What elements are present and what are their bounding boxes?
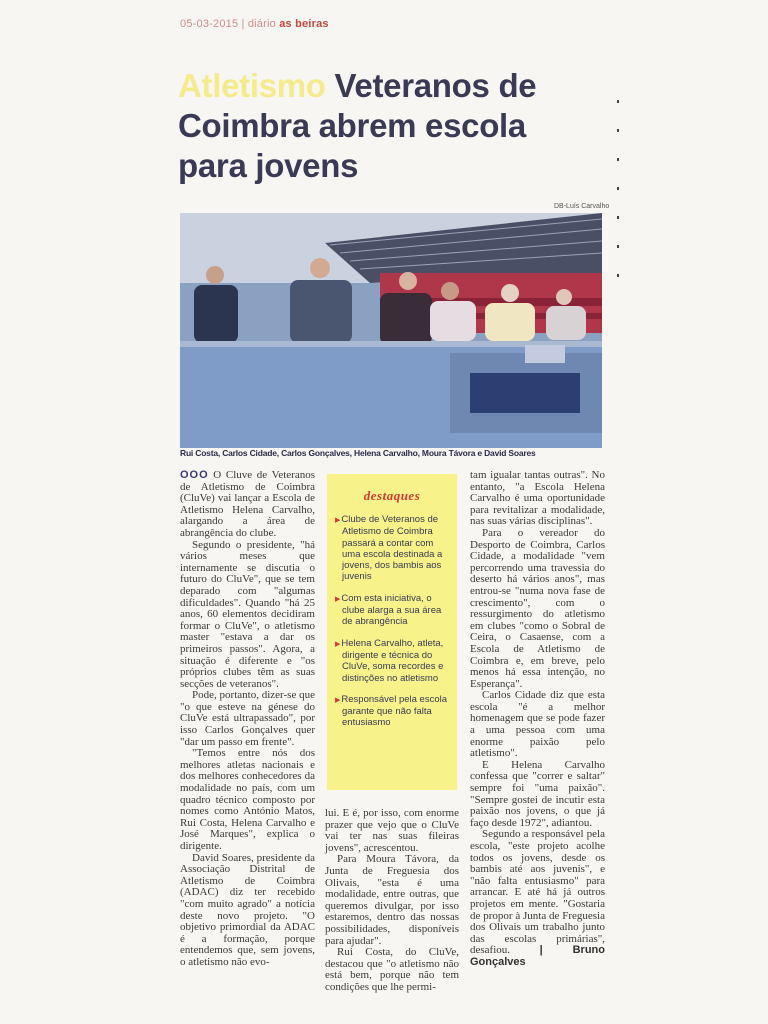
article-paragraph: OOO O Cluve de Veteranos de Atletismo de Coimbra (CluVe) vai lançar a Escola de Atletismo Helena Carvalho, alargando a área de abrangência do clube. [180,469,315,539]
photo-illustration [180,213,602,448]
article-paragraph: Para Moura Távora, da Junta de Freguesia dos Olivais, "esta é uma modalidade, entre outras, que queremos divulgar, por isso estaremos, dentro das nossas possibilidades, disponíveis para ajudar". [325,853,459,947]
article-column-3 [470,470,605,969]
article-paragraph: Carlos Cidade diz que esta escola "é a melhor homenagem que se pode fazer a uma pessoa com uma enorme paixão pelo atletismo". [470,689,605,760]
press-conference-photo [180,213,602,448]
highlights-list [327,514,457,729]
article-paragraph: Rui Costa, do CluVe, destacou que "o atletismo não está bem, porque não tem condições que lhe permi- [325,946,459,993]
page-header [180,18,329,30]
article-paragraph: Segundo o presidente, "há vários meses que internamente se discutia o futuro do CluVe", que se tem deparado com "algumas dificuldades". Quando "há 25 anos, 60 elementos decidiram formar o CluVe", o atletismo master "estava a dar os primeiros passos". Agora, a situação é diferente e "os próprios clubes têm as suas secções de veteranos". [180,538,315,690]
article-paragraph: tam igualar tantas outras". No entanto, "a Escola Helena Carvalho é uma oportunidade para revitalizar a modalidade, nas suas várias disciplinas". [470,469,605,528]
highlights-title: destaques [363,488,421,503]
author-signature: | Bruno Gonçalves [470,944,605,968]
lead-dots: OOO [180,469,209,481]
article-paragraph: lui. E é, por isso, com enorme prazer que vejo que o CluVe vai ter nas suas fileiras jovens", acrescentou. [325,807,459,854]
margin-marks [617,100,621,303]
article-column-2 [325,808,459,994]
headline [178,66,598,186]
highlight-item: ▶ Responsável pela escola garante que não falta entusiasmo [335,694,451,729]
issue-date: 05-03-2015 | [180,18,245,30]
article-column-1 [180,470,315,969]
photo-caption: Rui Costa, Carlos Cidade, Carlos Gonçalves, Helena Carvalho, Moura Távora e David Soares [180,448,536,458]
highlight-item: ▶ Helena Carvalho, atleta, dirigente e técnica do CluVe, soma recordes e distinções no atletismo [335,638,451,684]
article-paragraph: Segundo a responsável pela escola, "este projeto acolhe todos os jovens, desde os bambis até aos juvenis", e "não falta entusiasmo" para arrancar. E até há já outros projetos em mente. "Gostaria de propor à Junta de Freguesia dos Olivais um trabalho junto das escolas primárias", desafiou. | Bruno Gonçalves [470,828,605,968]
article-paragraph: "Temos entre nós dos melhores atletas nacionais e dos melhores conhecedores da modalidade no país, com um quadro técnico composto por nomes como António Matos, Rui Costa, Helena Carvalho e José Marques", explica o dirigente. [180,747,315,852]
highlight-item: ▶ Clube de Veteranos de Atletismo de Coimbra passará a contar com uma escola destinada a jovens, dos bambis aos juvenis [335,514,451,583]
article-paragraph: Pode, portanto, dizer-se que "o que esteve na génese do CluVe está ultrapassado", por isso Carlos Gonçalves quer "dar um passo em frente". [180,689,315,748]
article-paragraph: Para o vereador do Desporto de Coimbra, Carlos Cidade, a modalidade "vem percorrendo uma travessia do deserto há vários anos", mas entrou-se "numa nova fase de crescimento", com o ressurgimento do atletismo em clubes "como o Sobral de Ceira, o Casaense, com a Escola de Atletismo de Coimbra e, em breve, pelo menos há essa intenção, no Esperança". [470,526,605,690]
headline-title: Veteranos de Coimbra abrem escola para jovens [178,67,537,184]
section-kicker: Atletismo [178,67,326,104]
paper-name: diário [244,18,276,30]
highlights-box [327,474,457,790]
highlight-item: ▶ Com esta iniciativa, o clube alarga a sua área de abrangência [335,593,451,628]
photo-credit: DB-Luís Carvalho [554,203,610,210]
article-paragraph: E Helena Carvalho confessa que "correr e saltar" sempre foi "uma paixão". "Sempre gostei de incutir esta paixão nos jovens, o que já faço desde 1972", adiantou. [470,758,605,829]
paper-brand: as beiras [275,18,329,30]
article-paragraph: David Soares, presidente da Associação Distrital de Atletismo de Coimbra (ADAC) diz ter recebido "com muito agrado" a notícia deste novo projeto. "O objetivo primordial da ADAC é a formação, porque entendemos que, sem jovens, o atletismo não evo- [180,851,315,968]
